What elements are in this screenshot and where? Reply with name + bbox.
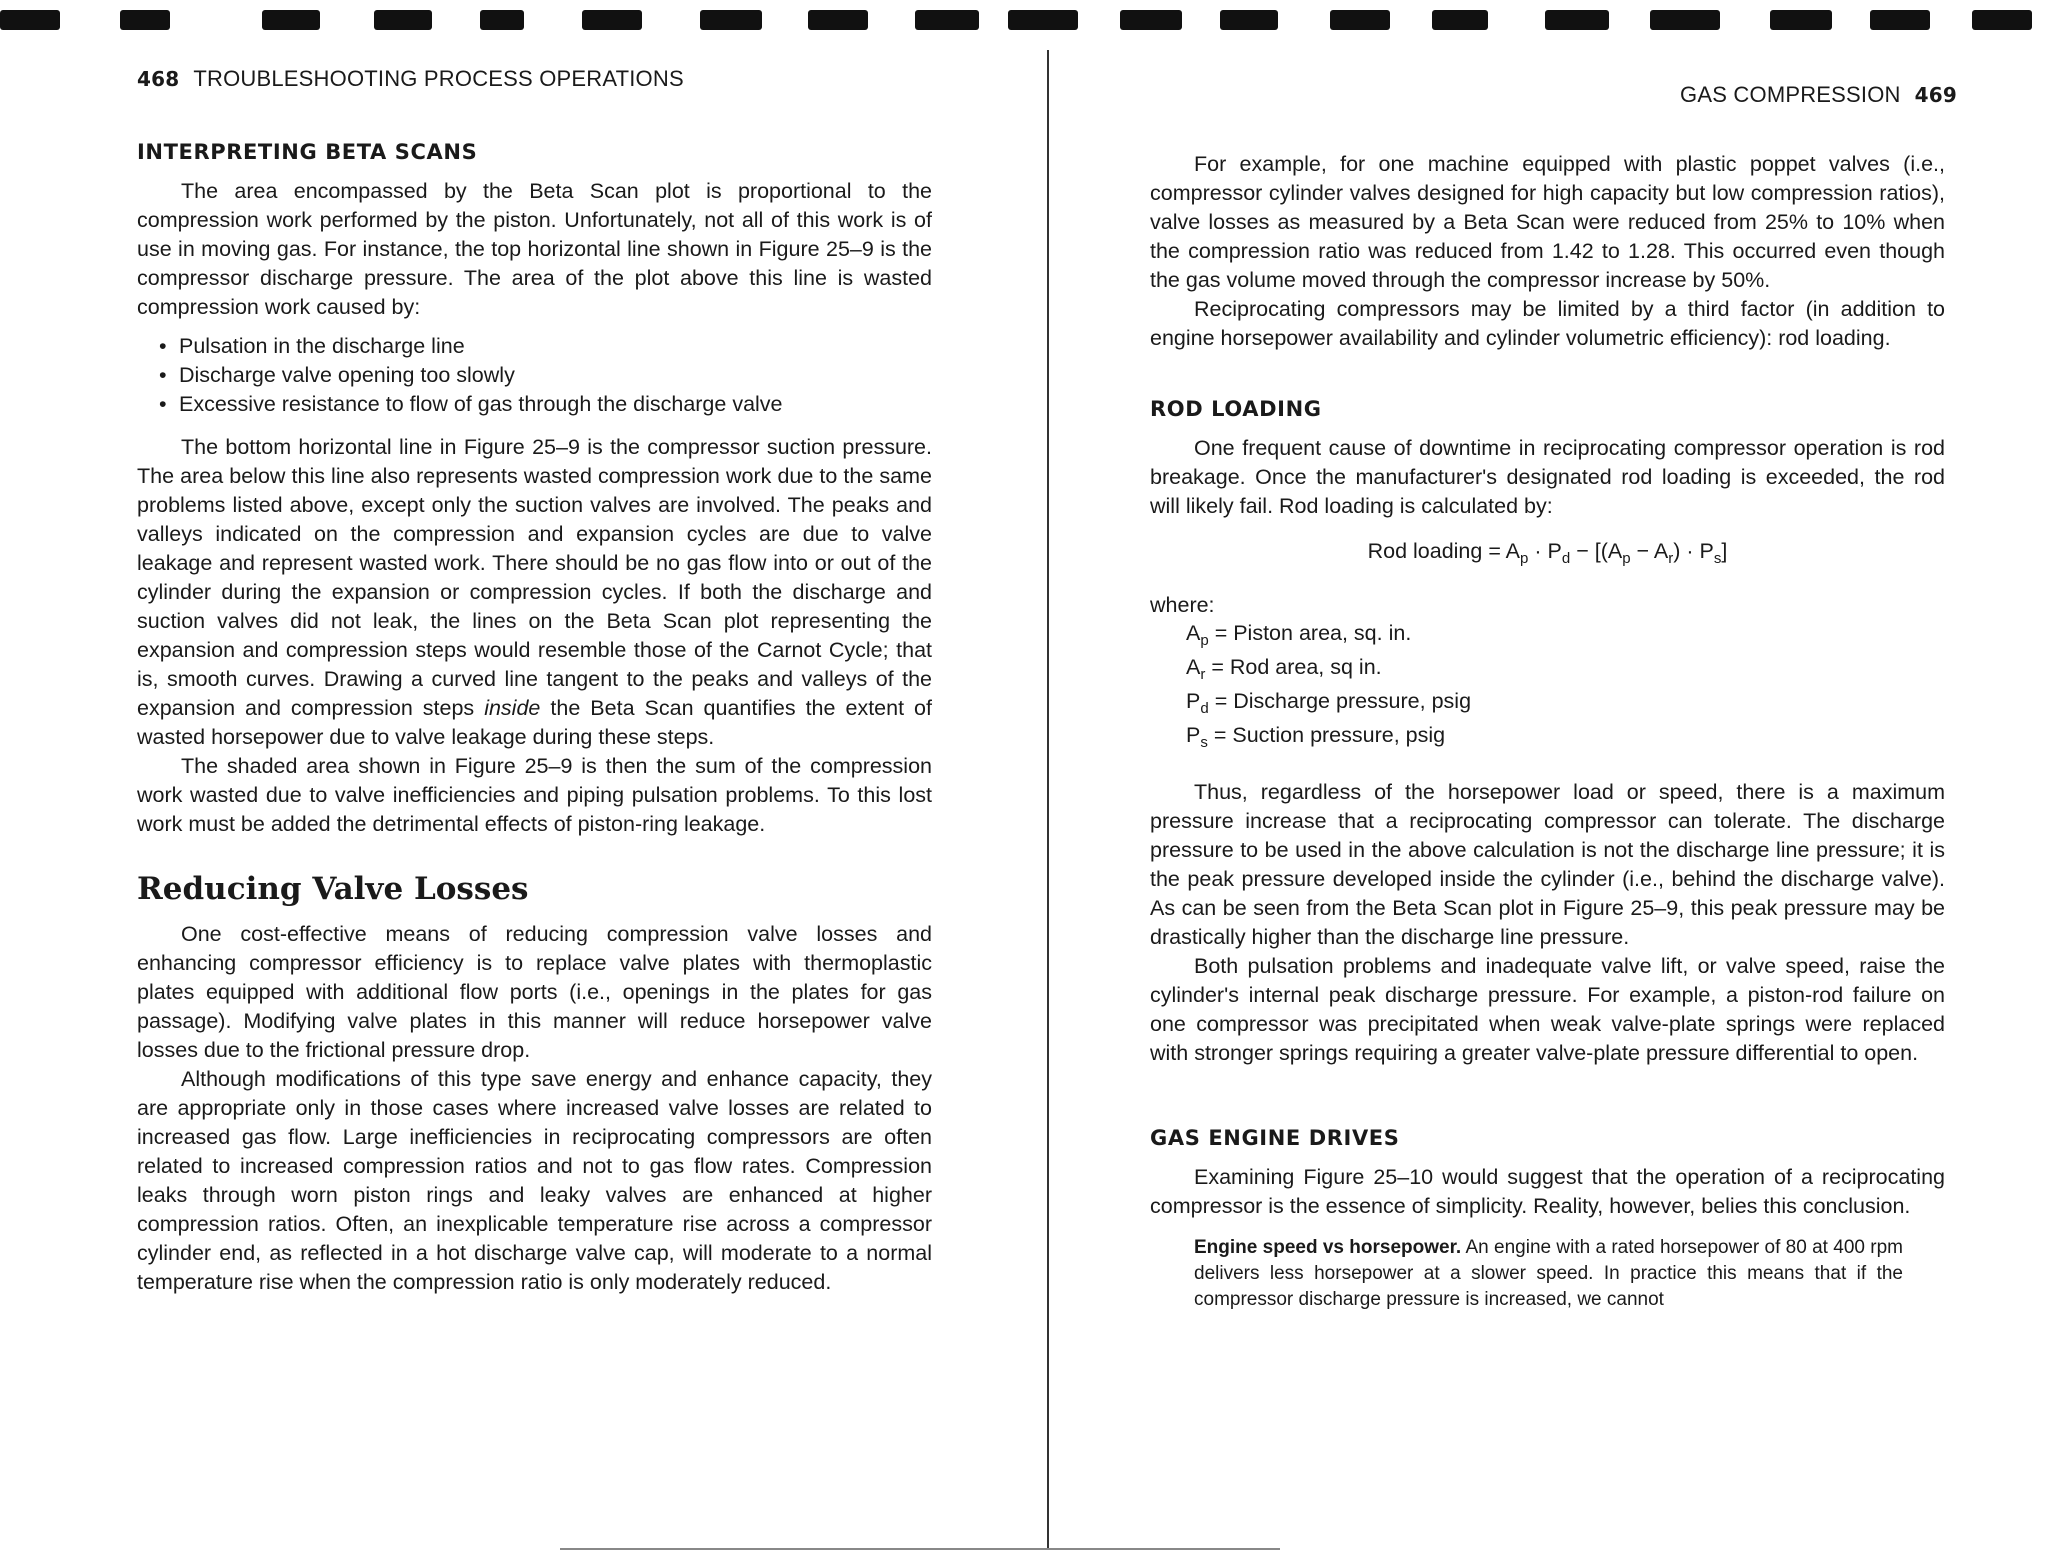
- section-heading-gas-engine-drives: GAS ENGINE DRIVES: [1150, 1126, 1400, 1150]
- variable-definition: $A_r$ = Rod area, sq in.: [1186, 655, 1382, 683]
- page-edge-tabs: [0, 0, 2048, 42]
- variable-text: = Suction pressure, psig: [1207, 723, 1446, 747]
- paragraph-text: the Beta Scan quantifies the extent of wasted horsepower due to valve leakage during these steps.: [137, 696, 932, 749]
- edge-tab: [480, 10, 524, 30]
- edge-tab: [1008, 10, 1078, 30]
- variable-text: = Piston area, sq. in.: [1208, 621, 1412, 645]
- edge-tab: [120, 10, 170, 30]
- variable-text: = Discharge pressure, psig: [1208, 689, 1472, 713]
- paragraph-text: The bottom horizontal line in Figure 25–9 is the compressor suction pressure. The area below this line also represents wasted compression work due to the same problems listed above, except only the suction valves are involved. The peaks and valleys indicated on the compression and expansion cycles are due to valve leakage and represent wasted work. There should be no gas flow into or out of the cylinder during the expansion or compression cycles. If both the discharge and suction valves did not leak, the lines on the Beta Scan plot representing the expansion and compression steps would resemble those of the Carnot Cycle; that is, smooth curves. Drawing a curved line tangent to the peaks and valleys of the expansion and compression steps: [137, 435, 932, 720]
- edge-tab: [915, 10, 979, 30]
- paragraph: Reciprocating compressors may be limited by a third factor (in addition to engine horsepower availability and cylinder volumetric efficiency): rod loading.: [1150, 297, 1945, 350]
- edge-tab: [1432, 10, 1488, 30]
- edge-tab: [1972, 10, 2032, 30]
- section-heading-beta-scans: INTERPRETING BETA SCANS: [137, 140, 478, 164]
- edge-tab: [262, 10, 320, 30]
- paragraph: One cost-effective means of reducing compression valve losses and enhancing compressor efficiency is to replace valve plates with thermoplastic plates equipped with additional flow ports (i.e., openings in the plates for gas passage). Modifying valve plates in this manner will reduce horsepower valve losses due to the frictional pressure drop.: [137, 922, 932, 1062]
- edge-tab: [700, 10, 762, 30]
- bottom-edge-line: [560, 1548, 1280, 1550]
- paragraph: The area encompassed by the Beta Scan plot is proportional to the compression work performed by the piston. Unfortunately, not all of this work is of use in moving gas. For instance, the top horizontal line shown in Figure 25–9 is the compressor discharge pressure. The area of the plot above this line is wasted compression work caused by:: [137, 179, 932, 319]
- note-text: An engine with a rated horsepower of 80 at 400 rpm delivers less horsepower at a slower speed. In practice this means that if the compressor discharge pressure is increased, we cannot: [1194, 1237, 1903, 1310]
- paragraph: For example, for one machine equipped with plastic poppet valves (i.e., compressor cylinder valves designed for high capacity but low compression ratios), valve losses as measured by a Beta Scan were reduced from 25% to 10% when the compression ratio was reduced from 1.42 to 1.28. This occurred even though the gas volume moved through the compressor increase by 50%.: [1150, 152, 1945, 292]
- section-heading-rod-loading: ROD LOADING: [1150, 397, 1322, 421]
- rod-loading-formula: Rod loading = $A_p \cdot P_d - [(A_p - A_r) \cdot P_s]$: [1367, 539, 1728, 567]
- edge-tab: [1650, 10, 1720, 30]
- bullet-item: • Discharge valve opening too slowly: [179, 361, 932, 390]
- paragraph: Both pulsation problems and inadequate valve lift, or valve speed, raise the cylinder's internal peak discharge pressure. For example, a piston-rod failure on one compressor was precipitated when weak valve-plate springs were replaced with stronger springs requiring a greater valve-plate pressure differential to open.: [1150, 954, 1945, 1065]
- paragraph: Although modifications of this type save energy and enhance capacity, they are appropriate only in those cases where increased valve losses are related to increased gas flow. Large inefficiencies in reciprocating compressors are often related to increased compression ratios and not to gas flow rates. Compression leaks through worn piston rings and leaky valves are enhanced at higher compression ratios. Often, an inexplicable temperature rise across a compressor cylinder end, as reflected in a hot discharge valve cap, will moderate to a normal temperature rise when the compression ratio is only moderately reduced.: [137, 1067, 932, 1294]
- where-label: where:: [1150, 593, 1215, 617]
- variable-definition: $A_p$ = Piston area, sq. in.: [1186, 621, 1412, 649]
- bullet-item: • Excessive resistance to flow of gas through the discharge valve: [179, 390, 932, 419]
- formula-text: Rod loading = A: [1367, 539, 1521, 563]
- edge-tab: [582, 10, 642, 30]
- note-lead: Engine speed vs horsepower.: [1194, 1237, 1462, 1258]
- edge-tab: [1330, 10, 1390, 30]
- note-paragraph: [1194, 1235, 1903, 1313]
- right-page-number: 469: [1914, 83, 1957, 107]
- paragraph: Examining Figure 25–10 would suggest that the operation of a reciprocating compressor is the essence of simplicity. Reality, however, belies this conclusion.: [1150, 1165, 1945, 1218]
- left-running-head: [137, 66, 684, 92]
- variable-definition: $P_s$ = Suction pressure, psig: [1186, 723, 1446, 751]
- variable-text: = Rod area, sq in.: [1205, 655, 1382, 679]
- left-page-number: 468: [137, 67, 180, 91]
- section-heading-reducing-valve-losses: Reducing Valve Losses: [137, 871, 529, 907]
- emphasis-text: inside: [484, 696, 541, 720]
- paragraph: The shaded area shown in Figure 25–9 is then the sum of the compression work wasted due to valve inefficiencies and piping pulsation problems. To this lost work must be added the detrimental effects of piston-ring leakage.: [137, 754, 932, 836]
- variable-definition: $P_d$ = Discharge pressure, psig: [1186, 689, 1472, 717]
- edge-tab: [1770, 10, 1832, 30]
- edge-tab: [1120, 10, 1182, 30]
- edge-tab: [1220, 10, 1278, 30]
- edge-tab: [1545, 10, 1609, 30]
- edge-tab: [0, 10, 60, 30]
- edge-tab: [374, 10, 432, 30]
- paragraph: Thus, regardless of the horsepower load or speed, there is a maximum pressure increase that a reciprocating compressor can tolerate. The discharge pressure to be used in the above calculation is not the discharge line pressure; it is the peak pressure developed inside the cylinder (i.e., behind the discharge valve). As can be seen from the Beta Scan plot in Figure 25–9, this peak pressure may be drastically higher than the discharge line pressure.: [1150, 780, 1945, 949]
- page-gutter: [1047, 50, 1049, 1550]
- bullet-list: [137, 332, 932, 419]
- bullet-item: • Pulsation in the discharge line: [179, 332, 932, 361]
- paragraph: One frequent cause of downtime in reciprocating compressor operation is rod breakage. Once the manufacturer's designated rod loading is exceeded, the rod will likely fail. Rod loading is calculated by:: [1150, 436, 1945, 518]
- right-page-body: [1150, 150, 1945, 1313]
- left-running-head-title: TROUBLESHOOTING PROCESS OPERATIONS: [193, 66, 684, 91]
- paragraph: [137, 433, 932, 752]
- edge-tab: [1870, 10, 1930, 30]
- variable-definitions: [1186, 620, 1945, 756]
- right-running-head-title: GAS COMPRESSION: [1680, 82, 1901, 107]
- edge-tab: [808, 10, 868, 30]
- left-page-body: [137, 138, 932, 1297]
- right-running-head: [1680, 82, 1957, 108]
